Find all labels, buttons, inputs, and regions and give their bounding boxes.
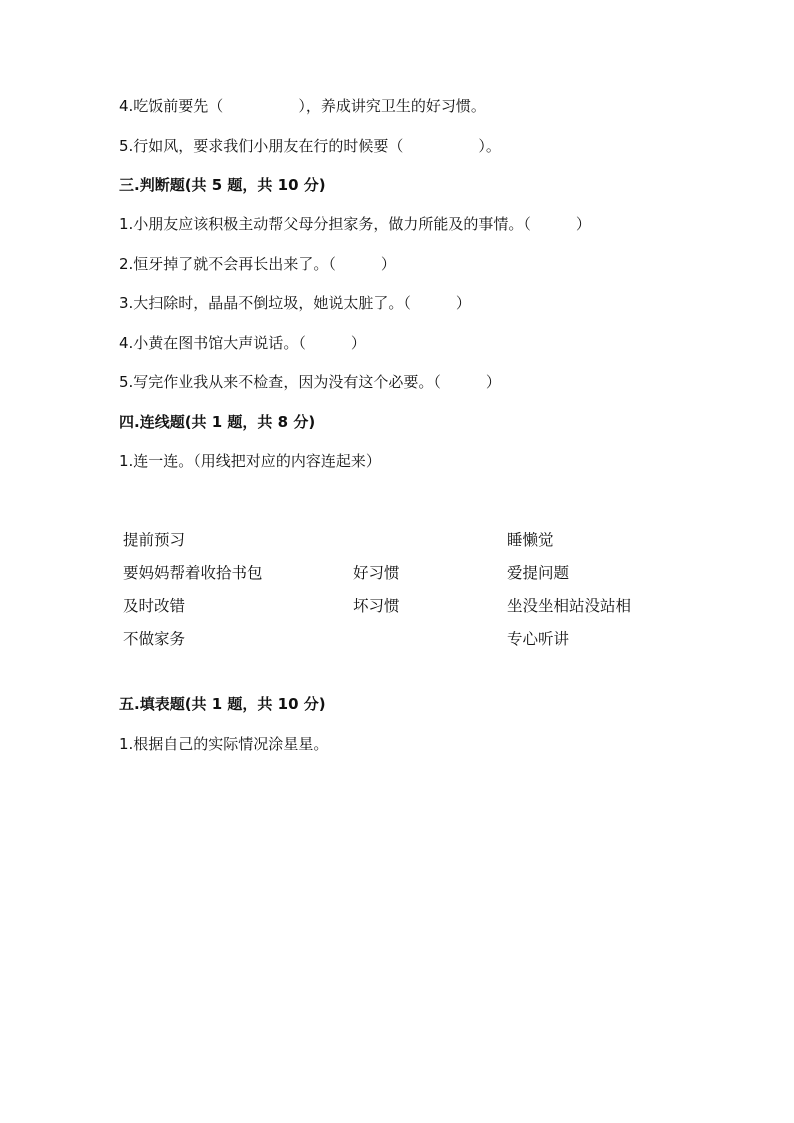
- judgement-item-3: 3.大扫除时，晶晶不倒垃圾，她说太脏了。（ ）: [119, 294, 471, 312]
- matching-left-item: 不做家务: [123, 630, 186, 648]
- section-4-heading: 四.连线题(共 1 题，共 8 分): [119, 413, 316, 431]
- matching-left-item: 提前预习: [123, 531, 186, 549]
- section-5-heading: 五.填表题(共 1 题，共 10 分): [119, 695, 326, 713]
- judgement-item-5: 5.写完作业我从来不检查，因为没有这个必要。（ ）: [119, 373, 501, 391]
- matching-right-item: 坐没坐相站没站相: [507, 597, 632, 615]
- matching-right-item: 睡懒觉: [507, 531, 554, 549]
- question-5-fill-blank: 5.行如风，要求我们小朋友在行的时候要（ ）。: [119, 137, 501, 155]
- matching-middle-item: 好习惯: [353, 564, 400, 582]
- judgement-item-1: 1.小朋友应该积极主动帮父母分担家务，做力所能及的事情。（ ）: [119, 215, 591, 233]
- matching-middle-item: 坏习惯: [353, 597, 400, 615]
- matching-question: 1.连一连。（用线把对应的内容连起来）: [119, 452, 381, 470]
- matching-left-item: 要妈妈帮着收拾书包: [123, 564, 263, 582]
- matching-left-item: 及时改错: [123, 597, 186, 615]
- question-4-fill-blank: 4.吃饭前要先（ ），养成讲究卫生的好习惯。: [119, 97, 486, 115]
- section-3-heading: 三.判断题(共 5 题，共 10 分): [119, 176, 326, 194]
- matching-right-item: 爱提问题: [507, 564, 570, 582]
- judgement-item-4: 4.小黄在图书馆大声说话。（ ）: [119, 334, 366, 352]
- table-question: 1.根据自己的实际情况涂星星。: [119, 735, 329, 753]
- matching-right-item: 专心听讲: [507, 630, 570, 648]
- judgement-item-2: 2.恒牙掉了就不会再长出来了。（ ）: [119, 255, 396, 273]
